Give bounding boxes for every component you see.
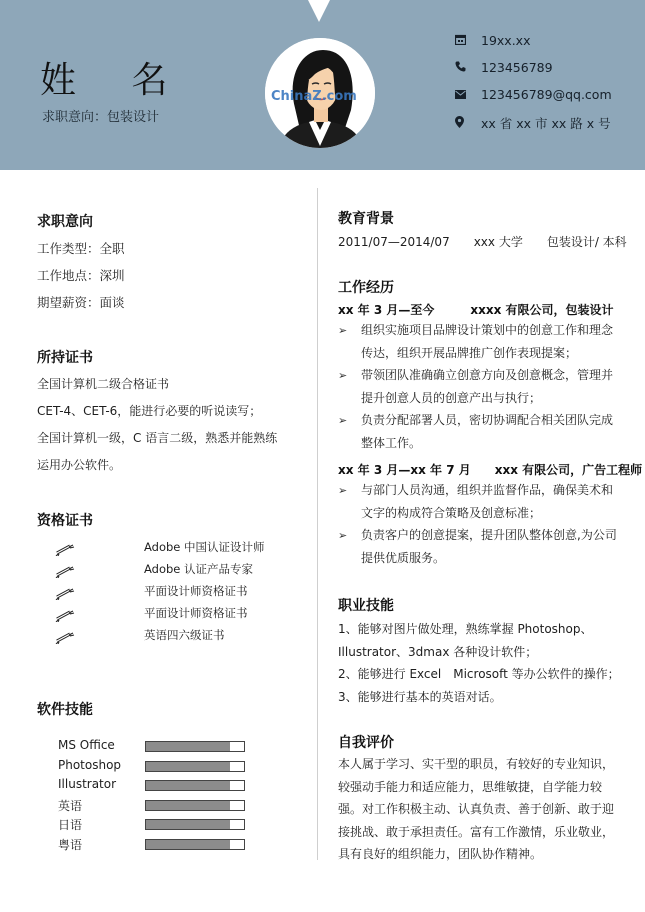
resume-name: 姓 名: [40, 60, 190, 101]
certificate-scroll-icon: [55, 585, 75, 597]
column-divider: [317, 188, 318, 860]
skill-line: 2、能够进行 Excel Microsoft 等办公软件的操作；: [338, 667, 620, 681]
self-eval-text: 本人属于学习、实干型的职员，有较好的专业知识，较强动手能力和适应能力，思维敏捷，自学能力较强。对工作积极主动、认真负责、善于创新、敢于迎接挑战、敢于承担责任。富有工作激情，乐业敬业，具有良好的组织能力，团队协作精神。: [338, 757, 615, 861]
section-title-software: 软件技能: [37, 702, 93, 718]
skill-line: Illustrator、3dmax 各种设计软件；: [338, 645, 538, 659]
certificate-scroll-icon: [55, 629, 75, 641]
job-header: xx 年 3 月—xx 年 7 月 xxx 有限公司，广告工程师: [338, 463, 643, 477]
intent-item: 工作地点：深圳: [37, 268, 125, 283]
software-skill-label: 粤语: [58, 838, 83, 852]
software-skill-label: MS Office: [58, 738, 115, 752]
skill-line: 3、能够进行基本的英语对话。: [338, 690, 502, 704]
bullet-arrow-icon: ➢: [338, 529, 348, 542]
certs-held-line: CET-4、CET-6，能进行必要的听说读写；: [37, 404, 262, 418]
contact-address: xx 省 xx 市 xx 路 x 号: [455, 114, 611, 132]
location-icon: [455, 116, 481, 131]
header-notch: [308, 0, 330, 22]
intent-item: 期望薪资：面谈: [37, 295, 125, 310]
software-skill-label: 英语: [58, 798, 83, 813]
bullet-arrow-icon: ➢: [338, 369, 348, 382]
avatar-illustration: [265, 38, 375, 148]
contact-birth: 19xx.xx: [455, 33, 530, 48]
certs-held-line: 全国计算机二级合格证书: [37, 377, 170, 391]
skill-line: 1、能够对图片做处理，熟练掌握 Photoshop、: [338, 622, 593, 636]
software-skill-bar-fill: [146, 840, 230, 849]
software-skill-label: 日语: [58, 818, 83, 833]
certificate-scroll-icon: [55, 563, 75, 575]
software-skill-bar-fill: [146, 762, 230, 771]
job-bullet: 负责客户的创意提案，提升团队整体创意,为公司提供优质服务。: [361, 528, 617, 565]
qualification-item: Adobe 认证产品专家: [144, 562, 254, 576]
bullet-arrow-icon: ➢: [338, 484, 348, 497]
job-bullet: 带领团队准确确立创意方向及创意概念，管理并提升创意人员的创意产出与执行；: [361, 368, 614, 405]
qualification-item: Adobe 中国认证设计师: [144, 540, 265, 554]
contact-phone: 123456789: [455, 60, 553, 75]
qualification-item: 英语四六级证书: [144, 628, 225, 642]
section-title-skills: 职业技能: [338, 598, 394, 614]
bullet-arrow-icon: ➢: [338, 324, 348, 337]
intent-item: 工作类型：全职: [37, 241, 125, 256]
section-title-experience: 工作经历: [338, 280, 394, 296]
section-title-self-eval: 自我评价: [338, 735, 394, 751]
software-skill-bar-fill: [146, 820, 230, 829]
software-skill-bar-fill: [146, 781, 230, 790]
certs-held-line: 运用办公软件。: [37, 458, 122, 472]
certificate-scroll-icon: [55, 541, 75, 553]
software-skill-bar: [145, 761, 245, 772]
software-skill-bar: [145, 780, 245, 791]
software-skill-bar: [145, 819, 245, 830]
software-skill-bar: [145, 800, 245, 811]
email-icon: [455, 87, 481, 102]
section-title-intent: 求职意向: [37, 214, 93, 230]
section-title-education: 教育背景: [338, 211, 394, 227]
section-title-qualifications: 资格证书: [37, 513, 93, 529]
education-line: 2011/07—2014/07 xxx 大学 包装设计/ 本科: [338, 235, 627, 249]
contact-email: 123456789@qq.com: [455, 87, 612, 102]
job-intent-line: 求职意向：包装设计: [42, 110, 160, 125]
qualification-item: 平面设计师资格证书: [144, 584, 248, 598]
section-title-certs-held: 所持证书: [37, 350, 93, 366]
bullet-arrow-icon: ➢: [338, 414, 348, 427]
software-skill-label: Photoshop: [58, 757, 122, 772]
software-skill-bar-fill: [146, 801, 230, 810]
avatar-watermark: ChinaZ.com: [271, 89, 357, 104]
qualification-item: 平面设计师资格证书: [144, 606, 248, 620]
job-header: xx 年 3 月—至今 xxxx 有限公司，包装设计: [338, 303, 614, 317]
certs-held-line: 全国计算机一级，C 语言二级，熟悉并能熟练: [37, 431, 278, 445]
calendar-icon: [455, 33, 481, 48]
job-bullet: 负责分配部署人员，密切协调配合相关团队完成整体工作。: [361, 413, 614, 450]
software-skill-bar: [145, 741, 245, 752]
job-bullet: 组织实施项目品牌设计策划中的创意工作和理念传达，组织开展品牌推广创作表现提案；: [361, 323, 614, 360]
phone-icon: [455, 60, 481, 75]
software-skill-bar-fill: [146, 742, 230, 751]
software-skill-bar: [145, 839, 245, 850]
certificate-scroll-icon: [55, 607, 75, 619]
avatar: [265, 38, 375, 148]
software-skill-label: Illustrator: [58, 777, 117, 792]
job-bullet: 与部门人员沟通，组织并监督作品，确保美术和文字的构成符合策略及创意标准；: [361, 483, 614, 520]
